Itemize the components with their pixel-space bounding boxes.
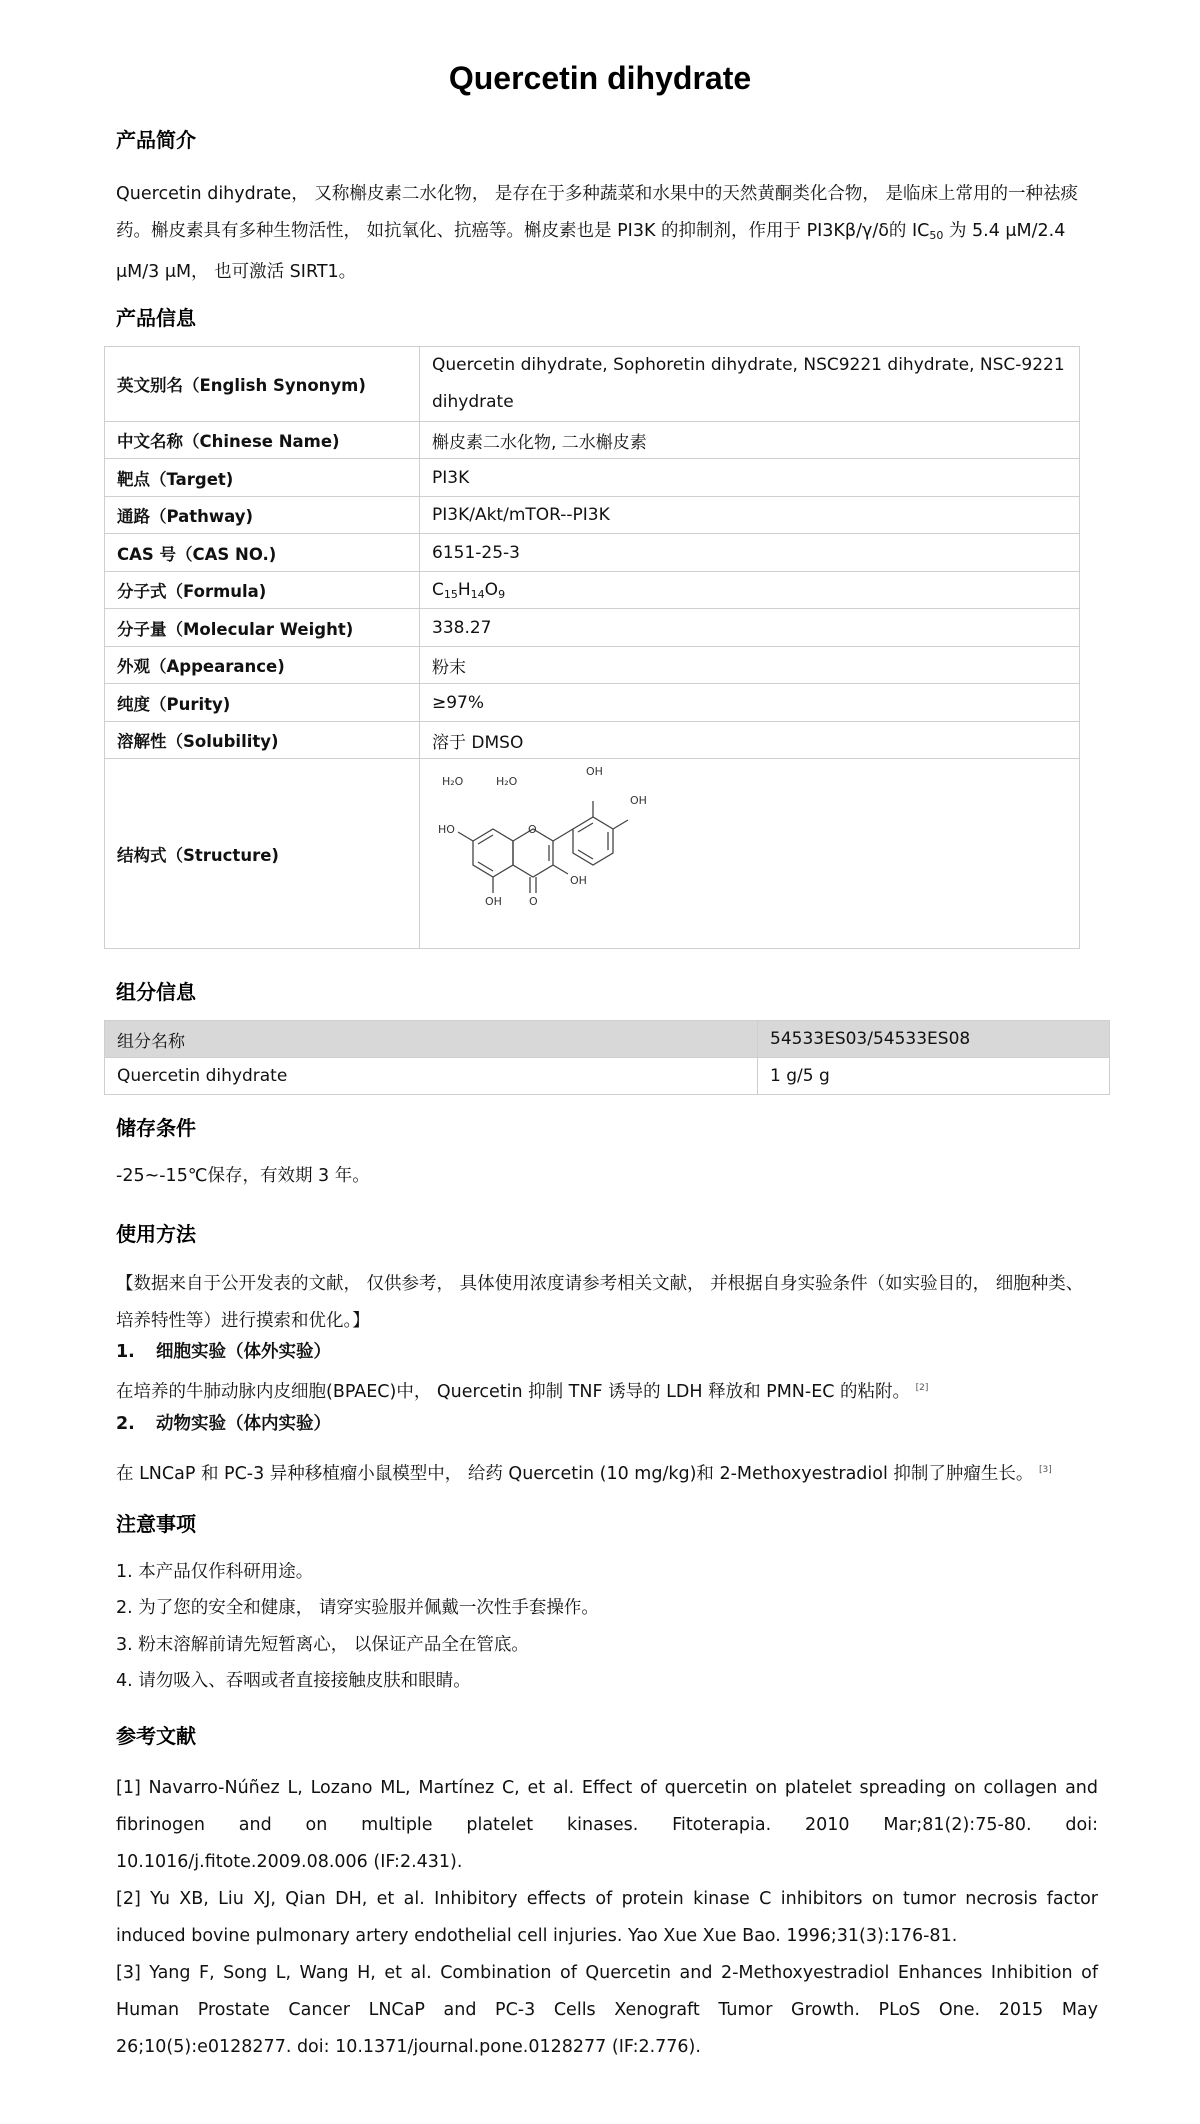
section-heading-info: 产品信息 [116, 306, 196, 330]
hydroxyl-label-c3: OH [570, 873, 587, 887]
components-header-row [105, 1021, 1110, 1058]
water-label-1: H₂O [442, 774, 464, 788]
target-label: 靶点（Target) [105, 459, 420, 497]
table-row [105, 722, 1080, 759]
hydroxyl-label-b1: OH [586, 764, 603, 778]
table-row [105, 647, 1080, 684]
table-row [105, 459, 1080, 497]
note-item-3: 3. 粉末溶解前请先短暂离心， 以保证产品全在管底。 [116, 1635, 529, 1655]
note-item-1: 1. 本产品仅作科研用途。 [116, 1562, 314, 1582]
usage-item-1-text: 在培养的牛肺动脉内皮细胞(BPAEC)中， Quercetin 抑制 TNF 诱导的 LDH 释放和 PMN-EC 的粘附。 [2] [116, 1382, 929, 1402]
section-heading-storage: 储存条件 [116, 1116, 196, 1140]
intro-paragraph [116, 176, 1096, 291]
section-heading-usage: 使用方法 [116, 1222, 196, 1246]
pathway-label: 通路（Pathway) [105, 497, 420, 534]
hydroxyl-label-a5: OH [485, 894, 502, 908]
appearance-label: 外观（Appearance) [105, 647, 420, 684]
water-label-2: H₂O [496, 774, 518, 788]
intro-text-part1: Quercetin dihydrate， 又称槲皮素二水化物， 是存在于多种蔬菜和水果中的天然黄酮类化合物， 是临床上常用的一种祛痰药。槲皮素具有多种生物活性， 如抗氧化、抗癌等。槲皮素也是 PI3K 的抑制剂，作用于 PI3Kβ/γ/δ的 IC [116, 184, 1078, 241]
table-row [105, 497, 1080, 534]
reference-item-3: [3] Yang F, Song L, Wang H, et al. Combination of Quercetin and 2-Methoxyestradiol Enhances Inhibition of Human Prostate Cancer LNCaP and PC-3 Cells Xenograft Tumor Growth. PLoS One. 2015 May 26;10(5):e0128277. doi: 10.1371/journal.pone.0128277 (IF:2.776). [116, 1963, 1098, 2057]
storage-text: -25~-15℃保存，有效期 3 年。 [116, 1166, 370, 1186]
page-title: Quercetin dihydrate [448, 60, 752, 96]
solubility-value: 溶于 DMSO [420, 722, 1080, 759]
product-info-table [104, 346, 1080, 949]
molecular-weight-label: 分子量（Molecular Weight) [105, 609, 420, 647]
table-row [105, 1058, 1110, 1095]
section-heading-notes: 注意事项 [116, 1512, 196, 1536]
ring-oxygen-label: O [528, 822, 537, 836]
purity-value: ≥97% [420, 684, 1080, 722]
hydroxyl-label-a7: HO [438, 822, 455, 836]
structure-diagram [428, 761, 698, 947]
intro-text-part2: 为 5.4 μM/2.4 μM/3 μM， 也可激活 SIRT1。 [116, 221, 1066, 282]
formula-value: $C_{15}H_{14}O_9$ [420, 572, 1080, 609]
usage-note: 【数据来自于公开发表的文献， 仅供参考， 具体使用浓度请参考相关文献， 并根据自身实验条件（如实验目的， 细胞种类、培养特性等）进行摸索和优化。】 [116, 1274, 1084, 1331]
cas-value: 6151-25-3 [420, 534, 1080, 572]
hydroxyl-label-b2: OH [630, 793, 647, 807]
structure-cell [420, 759, 1080, 949]
table-row [105, 347, 1080, 422]
structure-label: 结构式（Structure) [105, 759, 420, 949]
cas-label: CAS 号（CAS NO.) [105, 534, 420, 572]
citation-ref: [3] [1038, 1465, 1052, 1475]
usage-item-2-text: 在 LNCaP 和 PC-3 异种移植瘤小鼠模型中， 给药 Quercetin (10 mg/kg)和 2-Methoxyestradiol 抑制了肿瘤生长。 [3] [116, 1464, 1052, 1484]
formula-label: 分子式（Formula) [105, 572, 420, 609]
section-heading-references: 参考文献 [116, 1724, 196, 1748]
synonym-label: 英文别名（English Synonym) [105, 347, 420, 422]
component-size: 1 g/5 g [758, 1058, 1110, 1095]
table-row [105, 684, 1080, 722]
table-row [105, 422, 1080, 459]
note-item-4: 4. 请勿吸入、吞咽或者直接接触皮肤和眼睛。 [116, 1671, 471, 1691]
components-table [104, 1020, 1110, 1095]
component-name: Quercetin dihydrate [105, 1058, 758, 1095]
components-header-name: 组分名称 [105, 1021, 758, 1058]
keto-oxygen-label: O [529, 894, 538, 908]
purity-label: 纯度（Purity) [105, 684, 420, 722]
chinese-name-label: 中文名称（Chinese Name) [105, 422, 420, 459]
synonym-value: Quercetin dihydrate, Sophoretin dihydrate, NSC9221 dihydrate, NSC-9221 dihydrate [420, 347, 1080, 422]
section-heading-components: 组分信息 [116, 980, 196, 1004]
usage-item-1-title: 1. 细胞实验（体外实验） [116, 1342, 331, 1362]
ic50-subscript: 50 [929, 229, 944, 242]
table-row [105, 759, 1080, 949]
citation-ref: [2] [915, 1383, 929, 1393]
table-row [105, 609, 1080, 647]
table-row [105, 572, 1080, 609]
usage-item-2-title: 2. 动物实验（体内实验） [116, 1414, 331, 1434]
components-header-catalog: 54533ES03/54533ES08 [758, 1021, 1110, 1058]
pathway-value: PI3K/Akt/mTOR--PI3K [420, 497, 1080, 534]
table-row [105, 534, 1080, 572]
note-item-2: 2. 为了您的安全和健康， 请穿实验服并佩戴一次性手套操作。 [116, 1598, 599, 1618]
solubility-label: 溶解性（Solubility) [105, 722, 420, 759]
appearance-value: 粉末 [420, 647, 1080, 684]
molecular-weight-value: 338.27 [420, 609, 1080, 647]
target-value: PI3K [420, 459, 1080, 497]
section-heading-intro: 产品简介 [116, 128, 196, 152]
reference-item-1: [1] Navarro-Núñez L, Lozano ML, Martínez C, et al. Effect of quercetin on platelet spreading on collagen and fibrinogen and on multiple platelet kinases. Fitoterapia. 2010 Mar;81(2):75-80. doi: 10.1016/j.fitote.2009.08.006 (IF:2.431). [116, 1778, 1098, 1872]
chinese-name-value: 槲皮素二水化物, 二水槲皮素 [420, 422, 1080, 459]
reference-item-2: [2] Yu XB, Liu XJ, Qian DH, et al. Inhibitory effects of protein kinase C inhibitors on tumor necrosis factor induced bovine pulmonary artery endothelial cell injuries. Yao Xue Xue Bao. 1996;31(3):176-81. [116, 1889, 1098, 1946]
